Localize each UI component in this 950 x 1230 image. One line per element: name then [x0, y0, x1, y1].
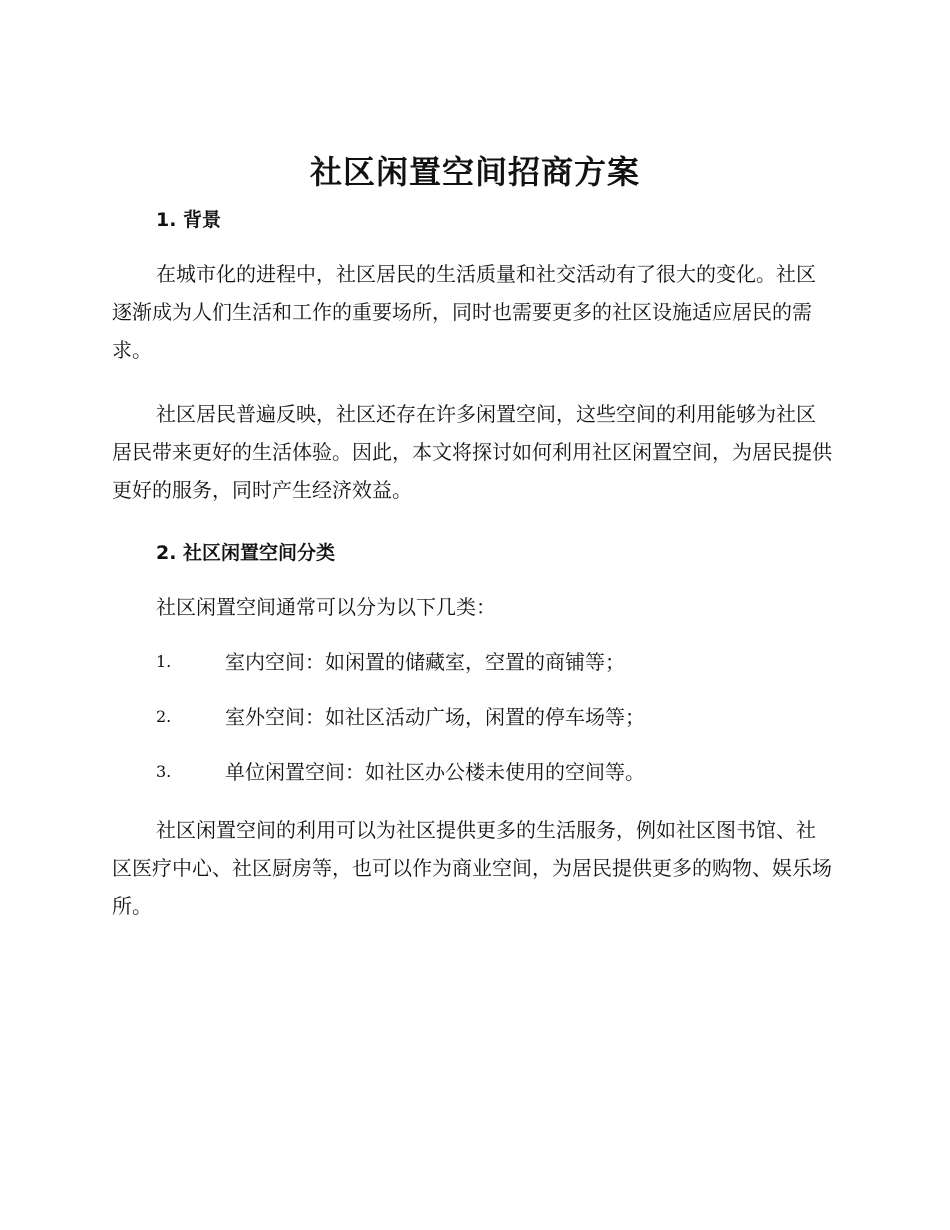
list-item-text: 室外空间：如社区活动广场，闲置的停车场等； — [225, 705, 645, 729]
list-item-number: 1. — [156, 652, 172, 671]
document-title: 社区闲置空间招商方案 — [309, 153, 640, 191]
paragraph-background-1: 在城市化的进程中，社区居民的生活质量和社交活动有了很大的变化。社区逐渐成为人们生活和工作的重要场所，同时也需要更多的社区设施适应居民的需求。 — [112, 262, 816, 362]
list-item-text: 单位闲置空间：如社区办公楼未使用的空间等。 — [225, 760, 645, 784]
classification-intro: 社区闲置空间通常可以分为以下几类： — [156, 595, 496, 619]
section-heading-background: 1. 背景 — [156, 209, 222, 231]
paragraph-closing: 社区闲置空间的利用可以为社区提供更多的生活服务，例如社区图书馆、社区医疗中心、社区厨房等，也可以作为商业空间，为居民提供更多的购物、娱乐场所。 — [112, 818, 832, 918]
paragraph-background-2: 社区居民普遍反映，社区还存在许多闲置空间，这些空间的利用能够为社区居民带来更好的生活体验。因此，本文将探讨如何利用社区闲置空间，为居民提供更好的服务，同时产生经济效益。 — [112, 402, 832, 502]
list-item-number: 3. — [156, 762, 172, 781]
list-item-number: 2. — [156, 707, 172, 726]
list-item-text: 室内空间：如闲置的储藏室，空置的商铺等； — [225, 650, 625, 674]
section-heading-classification: 2. 社区闲置空间分类 — [156, 542, 336, 564]
